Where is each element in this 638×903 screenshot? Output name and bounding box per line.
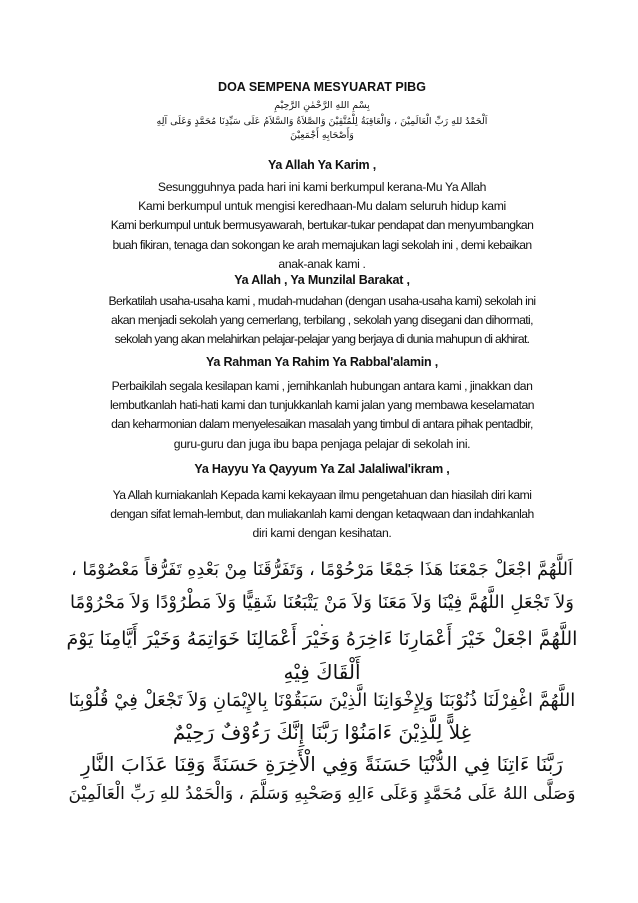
section-heading-2: Ya Allah , Ya Munzilal Barakat , — [234, 273, 410, 287]
paragraph-line: buah fikiran, tenaga dan sokongan ke arah memajukan lagi sekolah ini , demi kebaikan — [112, 237, 532, 252]
closing-arabic-line-2: وَلاَ تَجْعَلِ اللَّهُمَّ فِيْنَا وَلاَ مَعَنَا وَلاَ مَنْ يَتْبَعُنَا شَقِيًّا وَلاَ مَطْرُوْدًا وَلاَ مَحْرُوْمًا — [69, 592, 574, 613]
section-heading-3: Ya Rahman Ya Rahim Ya Rabbal'alamin , — [205, 355, 439, 369]
paragraph-line: Kami berkumpul untuk bermusyawarah, bertukar-tukar pendapat dan menyumbangkan — [110, 218, 534, 233]
paragraph-line: dan keharmonian dalam menyelesaikan masalah yang timbul di antara pihak pentadbir, — [111, 417, 533, 432]
opening-arabic-line-2: وَأَصْحَابِهِ أَجْمَعِيْنَ — [290, 130, 354, 141]
closing-arabic-line-1: اَللَّهُمَّ اجْعَلْ جَمْعَنَا هَذَا جَمْعًا مَرْحُوْمًا ، وَتَفَرُّقَنَا مِنْ بَعْدِهِ تَفَرُّقاً مَعْصُوْمًا ، — [71, 560, 573, 580]
section-heading-4: Ya Hayyu Ya Qayyum Ya Zal Jalaliwal'ikram , — [194, 462, 450, 476]
closing-arabic-line-4: اللَّهُمَّ اجْعَلْ خَيْرَ أَعْمَارِنَا ءَاخِرَهُ وَخَيْرَ أَعْمَالِنَا خَوَاتِمَهُ وَخَيْرَ أَيَّامِنَا يَوْمَ — [66, 628, 578, 650]
closing-arabic-line-7: غِلاًّ لِلَّذِيْنَ ءَامَنُوْا رَبَّنَا إِنَّكَ رَءُوْفٌ رَحِيْمٌ — [172, 720, 472, 744]
closing-arabic-line-9: وَصَلَّى اللهُ عَلَى مُحَمَّدٍ وَعَلَى ءَالِهِ وَصَحْبِهِ وَسَلَّمَ ، وَالْحَمْدُ للهِ رَبِّ الْعَالَمِيْنَ — [68, 784, 576, 804]
closing-arabic-line-5: أَلْقَاكَ فِيْهِ — [283, 660, 361, 684]
section-paragraph-1 — [74, 178, 570, 274]
paragraph-line: diri kami dengan kesihatan. — [252, 526, 392, 541]
paragraph-line: Ya Allah kurniakanlah Kepada kami kekayaan ilmu pengetahuan dan hiasilah diri kami — [112, 488, 532, 502]
paragraph-line: anak-anak kami . — [278, 256, 366, 271]
paragraph-line: sekolah yang akan melahirkan pelajar-pelajar yang berjaya di dunia mahupun di akhirat. — [114, 332, 530, 347]
opening-arabic-line-1: اَلْحَمْدُ للهِ رَبِّ الْعَالَمِيْنَ ، وَالْعَاقِبَةُ لِلْمُتَّقِيْنَ وَالصَّلاَةُ وَالسَّلاَمُ عَلَى سَيِّدِنَا مُحَمَّدٍ وَعَلَى آلِهِ — [156, 116, 488, 127]
paragraph-line: Sesungguhnya pada hari ini kami berkumpul kerana-Mu Ya Allah — [157, 180, 487, 194]
paragraph-line: dengan sifat lemah-lembut, dan muliakanlah kami dengan ketaqwaan dan indahkanlah — [110, 507, 534, 522]
closing-arabic-line-6: اللَّهُمَّ اغْفِرْلَنَا ذُنُوْبَنَا وَلِإِخْوَانِنَا الَّذِيْنَ سَبَقُوْنَا بِالإِيْمَانِ وَلاَ تَجْعَلْ فِيْ قُلُوْبِنَا — [68, 690, 576, 711]
paragraph-line: lembutkanlah hati-hati kami dan tunjukkanlah kami jalan yang membawa keselamatan — [109, 398, 535, 413]
section-paragraph-3 — [74, 377, 570, 454]
paragraph-line: guru-guru dan juga ibu bapa penjaga pelajar di sekolah ini. — [173, 436, 471, 451]
paragraph-line: Berkatilah usaha-usaha kami , mudah-mudahan (dengan usaha-usaha kami) sekolah ini — [108, 294, 536, 308]
bismillah-text: بِسْمِ اللهِ الرَّحْمٰنِ الرَّحِيْمِ — [274, 100, 370, 111]
closing-arabic-line-8: رَبَّنَا ءَاتِنَا فِي الدُّنْيَا حَسَنَةً وَفِي الْأَخِرَةِ حَسَنَةً وَقِنَا عَذَابَ النَّارِ — [81, 752, 563, 776]
paragraph-line: akan menjadi sekolah yang cemerlang, terbilang , sekolah yang disegani dan dihormati, — [111, 313, 533, 328]
document-title: DOA SEMPENA MESYUARAT PIBG — [218, 80, 426, 94]
section-heading-1: Ya Allah Ya Karim , — [267, 158, 377, 172]
section-paragraph-4 — [74, 486, 570, 544]
section-paragraph-2 — [74, 292, 570, 350]
closing-arabic-line-3: . — [319, 614, 325, 630]
paragraph-line: Perbaikilah segala kesilapan kami , jernihkanlah hubungan antara kami , jinakkan dan — [111, 379, 533, 393]
paragraph-line: Kami berkumpul untuk mengisi keredhaan-Mu dalam seluruh hidup kami — [138, 199, 506, 214]
